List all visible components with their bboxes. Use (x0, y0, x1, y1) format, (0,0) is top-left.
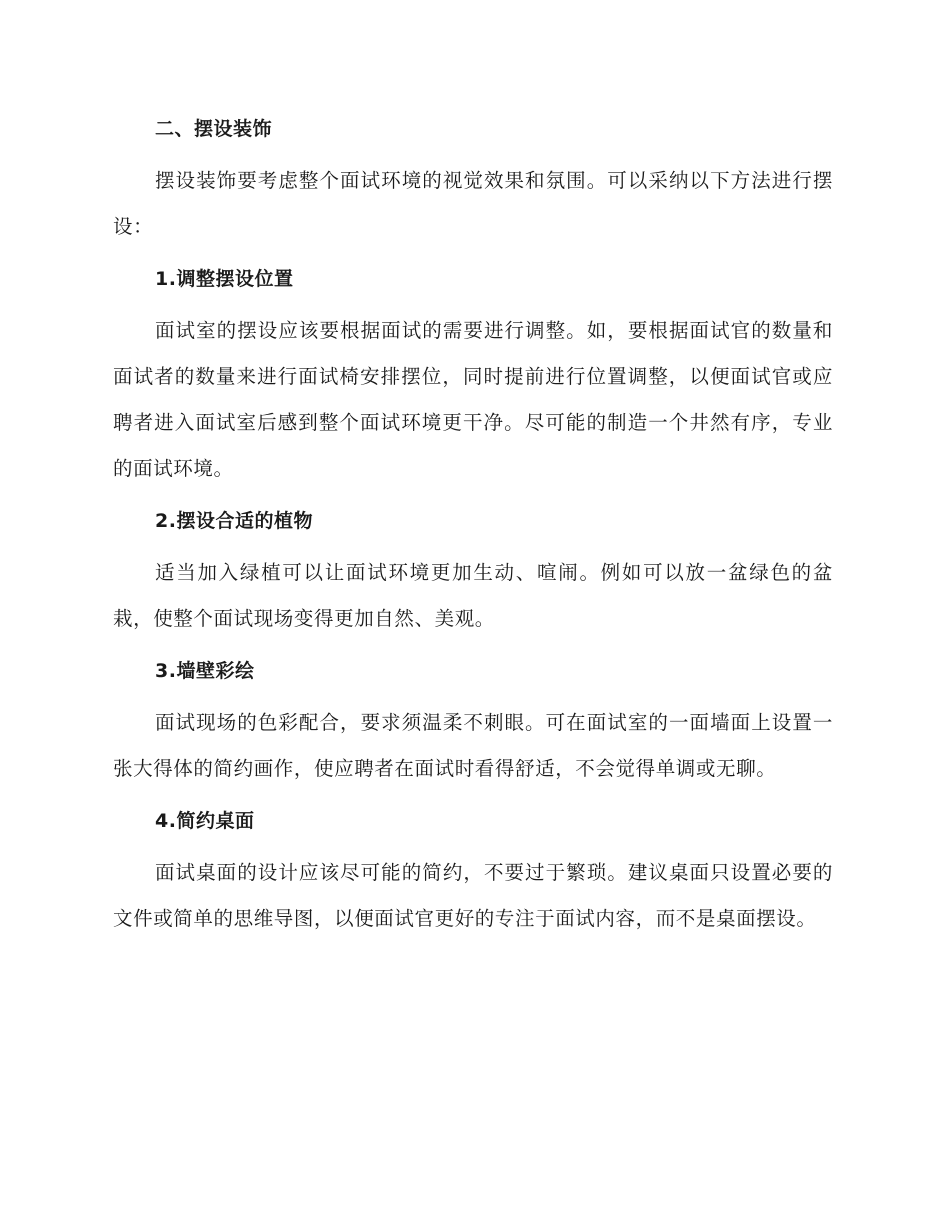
item-1-heading: 1.调整摆设位置 (155, 268, 294, 290)
intro-paragraph: 摆设装饰要考虑整个面试环境的视觉效果和氛围。可以采纳以下方法进行摆设： (113, 169, 833, 238)
section-title: 二、摆设装饰 (155, 118, 273, 140)
item-4-heading: 4.简约桌面 (155, 810, 255, 832)
item-3-heading: 3.墙壁彩绘 (155, 660, 255, 682)
item-2-heading: 2.摆设合适的植物 (155, 510, 313, 532)
item-3-body: 面试现场的色彩配合，要求须温柔不刺眼。可在面试室的一面墙面上设置一张大得体的简约画作，使应聘者在面试时看得舒适，不会觉得单调或无聊。 (113, 711, 833, 780)
item-1-body: 面试室的摆设应该要根据面试的需要进行调整。如，要根据面试官的数量和面试者的数量来进行面试椅安排摆位，同时提前进行位置调整，以便面试官或应聘者进入面试室后感到整个面试环境更干净。尽可能的制造一个井然有序，专业的面试环境。 (113, 319, 833, 480)
item-4-body: 面试桌面的设计应该尽可能的简约，不要过于繁琐。建议桌面只设置必要的文件或简单的思维导图，以便面试官更好的专注于面试内容，而不是桌面摆设。 (113, 861, 833, 930)
document-content (113, 112, 833, 942)
item-2-body: 适当加入绿植可以让面试环境更加生动、喧闹。例如可以放一盆绿色的盆栽，使整个面试现场变得更加自然、美观。 (113, 561, 833, 630)
